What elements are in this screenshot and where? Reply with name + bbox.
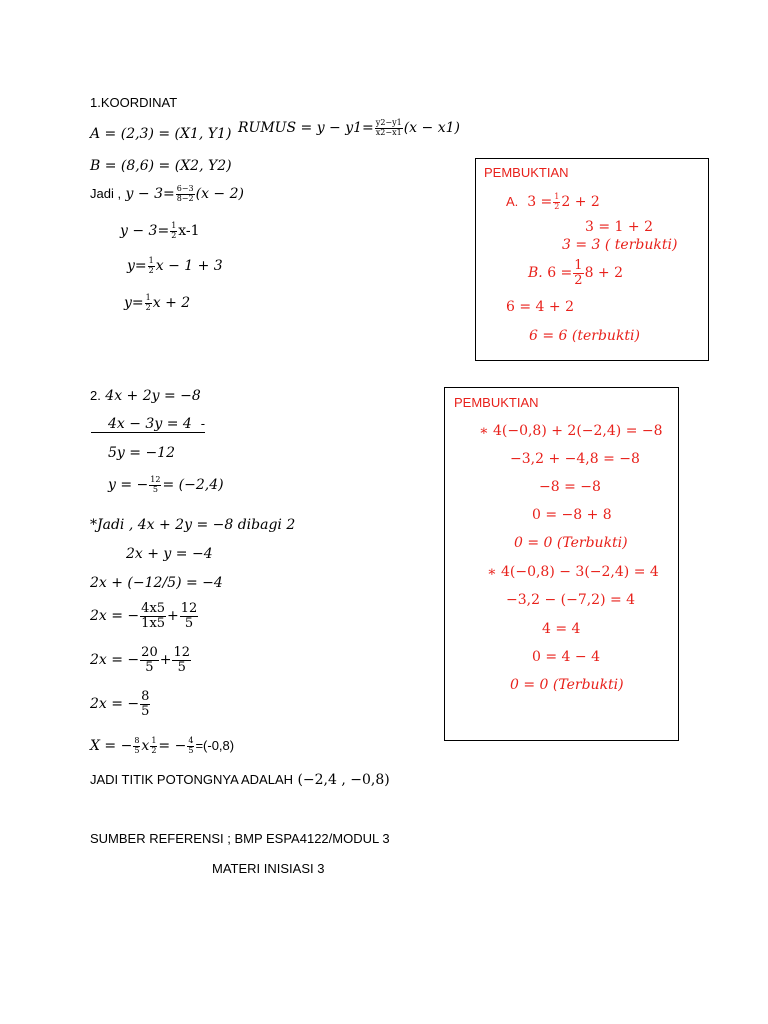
- proof2-line-7: −3,2 − (−7,2) = 4: [506, 592, 636, 608]
- eq7-numerator-1: 4x5: [141, 601, 166, 616]
- section2-jadi: *Jadi , 4x + 2y = −8 dibagi 2: [90, 517, 296, 533]
- step2-tail: x − 1 + 3: [155, 258, 223, 274]
- eq10-denominator-1: 5: [134, 745, 140, 755]
- eq8-prefix: 2x = −: [90, 652, 140, 669]
- proof1-a-numerator: 1: [554, 192, 560, 202]
- section2-eq9-line: [90, 690, 151, 718]
- eq4-numerator: 12: [150, 475, 161, 485]
- proof2-line-6: ∗ 4(−0,8) − 3(−2,4) = 4: [487, 564, 659, 580]
- subtract-sign: -: [200, 416, 206, 431]
- eq10-tail: =(-0,8): [195, 738, 235, 753]
- rumus-label: RUMUS = y − y1=: [238, 120, 374, 136]
- proof1-b-fraction: [573, 259, 583, 287]
- eq8-plus: +: [159, 652, 172, 669]
- jadi-tail: (x − 2): [195, 186, 244, 202]
- proof1-b-prefix: 6 =: [547, 265, 573, 282]
- point-a-equation: A = (2,3) = (X1, Y1): [90, 126, 232, 142]
- proof1-a-line3: 3 = 3 ( terbukti): [562, 237, 678, 253]
- step3-tail: x + 2: [152, 295, 191, 311]
- jadi-denominator: 8−2: [176, 193, 194, 203]
- conclusion-value: (−2,4 , −0,8): [297, 772, 390, 788]
- eq8-denominator-2: 5: [177, 659, 186, 675]
- rumus-denominator: x2−x1: [375, 127, 402, 137]
- proof1-a-denominator: 2: [554, 201, 560, 211]
- eq7-prefix: 2x = −: [90, 608, 140, 625]
- jadi-prefix: Jadi ,: [90, 186, 122, 201]
- rumus-tail: (x − x1): [403, 120, 460, 136]
- rumus-formula: [238, 119, 460, 137]
- eq8-denominator-1: 5: [145, 659, 154, 675]
- eq7-fraction-1: [140, 602, 166, 630]
- step1-numerator: 1: [171, 221, 177, 231]
- proof1-b-label: B.: [528, 265, 543, 282]
- eq8-fraction-2: [172, 646, 191, 674]
- eq10-numerator-2: 1: [151, 736, 157, 746]
- eq8-numerator-2: 12: [173, 645, 190, 660]
- proof1-title: PEMBUKTIAN: [484, 165, 569, 180]
- section2-eq5: 2x + y = −4: [126, 546, 213, 562]
- eq4-prefix: y = −: [108, 477, 149, 493]
- eq9-numerator: 8: [141, 689, 150, 704]
- eq9-denominator: 5: [141, 703, 150, 719]
- proof2-line-9: 0 = 4 − 4: [532, 649, 600, 665]
- rumus-fraction: [375, 119, 403, 137]
- eq9-prefix: 2x = −: [90, 696, 140, 713]
- eq8-numerator-1: 20: [141, 645, 158, 660]
- proof1-a-line2: 3 = 1 + 2: [585, 219, 653, 235]
- eq7-numerator-2: 12: [180, 601, 198, 616]
- conclusion-line: [90, 771, 390, 789]
- step1-line: [120, 222, 200, 240]
- materi-text: MATERI INISIASI 3: [212, 861, 325, 876]
- step3-prefix: y=: [124, 295, 144, 311]
- proof2-line-2: −3,2 + −4,8 = −8: [510, 451, 640, 467]
- section2-eq1: 4x + 2y = −8: [105, 388, 201, 404]
- proof2-line-3: −8 = −8: [539, 479, 601, 495]
- step1-denominator: 2: [171, 230, 177, 240]
- proof1-a-tail: 2 + 2: [561, 194, 600, 210]
- proof1-b-line2: 6 = 4 + 2: [506, 299, 574, 315]
- step1-tail: x-1: [178, 223, 200, 239]
- eq7-plus: +: [167, 608, 179, 625]
- section2-eq2: 4x − 3y = 4: [108, 416, 192, 432]
- step1-fraction: [170, 222, 177, 240]
- section2-eq3: 5y = −12: [108, 445, 175, 461]
- section2-eq6: 2x + (−12/5) = −4: [90, 575, 223, 591]
- eq10-numerator-3: 4: [188, 736, 194, 746]
- eq4-fraction: [149, 476, 161, 494]
- eq10-times: x: [141, 738, 150, 754]
- step2-prefix: y=: [127, 258, 147, 274]
- step3-line: [124, 294, 190, 312]
- proof2-title: PEMBUKTIAN: [454, 395, 539, 410]
- eq10-mid: = −: [158, 738, 187, 754]
- eq10-numerator-1: 8: [134, 736, 140, 746]
- step3-fraction: [145, 294, 152, 312]
- proof1-a-label: A.: [506, 194, 519, 209]
- section2-eq1-line: [90, 387, 201, 405]
- step2-denominator: 2: [148, 265, 154, 275]
- rumus-numerator: y2−y1: [375, 118, 402, 128]
- eq7-denominator-1: 1x5: [141, 615, 166, 631]
- step3-denominator: 2: [145, 302, 151, 312]
- eq4-tail: = (−2,4): [162, 477, 224, 493]
- proof1-b-denominator: 2: [574, 272, 583, 288]
- section2-eq4-line: [108, 476, 224, 494]
- section2-eq2-line: [108, 415, 205, 433]
- proof2-line-5: 0 = 0 (Terbukti): [514, 535, 628, 551]
- step2-numerator: 1: [148, 256, 154, 266]
- jadi-eq: y − 3=: [125, 186, 175, 202]
- subtraction-rule: [91, 432, 205, 433]
- eq7-denominator-2: 5: [184, 615, 194, 631]
- eq10-prefix: X = −: [90, 738, 133, 754]
- proof2-line-1: ∗ 4(−0,8) + 2(−2,4) = −8: [479, 423, 663, 439]
- proof1-b-tail: 8 + 2: [584, 265, 624, 282]
- proof1-b-line3: 6 = 6 (terbukti): [529, 328, 640, 344]
- eq10-fraction-3: [187, 737, 194, 755]
- eq10-denominator-3: 5: [188, 745, 194, 755]
- conclusion-text: JADI TITIK POTONGNYA ADALAH: [90, 772, 293, 787]
- eq10-fraction-1: [133, 737, 140, 755]
- proof2-line-8: 4 = 4: [542, 621, 581, 637]
- step2-line: [127, 257, 223, 275]
- jadi-line: [90, 185, 244, 203]
- section2-number: 2.: [90, 388, 101, 403]
- reference-text: SUMBER REFERENSI ; BMP ESPA4122/MODUL 3: [90, 831, 390, 846]
- eq10-fraction-2: [150, 737, 157, 755]
- proof1-a-prefix: 3 =: [527, 194, 553, 210]
- step3-numerator: 1: [145, 293, 151, 303]
- eq10-denominator-2: 2: [151, 745, 157, 755]
- section1-heading: 1.KOORDINAT: [90, 95, 178, 110]
- proof2-line-10: 0 = 0 (Terbukti): [510, 677, 624, 693]
- step2-fraction: [148, 257, 155, 275]
- eq4-denominator: 5: [152, 484, 158, 494]
- proof2-line-4: 0 = −8 + 8: [532, 507, 612, 523]
- proof1-a-equation: [506, 193, 600, 211]
- jadi-numerator: 6−3: [176, 184, 194, 194]
- eq9-fraction: [140, 690, 150, 718]
- point-b-equation: B = (8,6) = (X2, Y2): [90, 158, 232, 174]
- section2-eq7-line: [90, 602, 199, 630]
- section2-eq10-line: [90, 737, 234, 755]
- step1-prefix: y − 3=: [120, 223, 170, 239]
- eq7-fraction-2: [180, 602, 199, 630]
- eq8-fraction-1: [140, 646, 159, 674]
- proof1-b-equation: [528, 259, 623, 287]
- proof1-a-fraction: [553, 193, 560, 211]
- proof1-b-numerator: 1: [574, 258, 583, 273]
- jadi-fraction: [176, 185, 195, 203]
- section2-eq8-line: [90, 646, 192, 674]
